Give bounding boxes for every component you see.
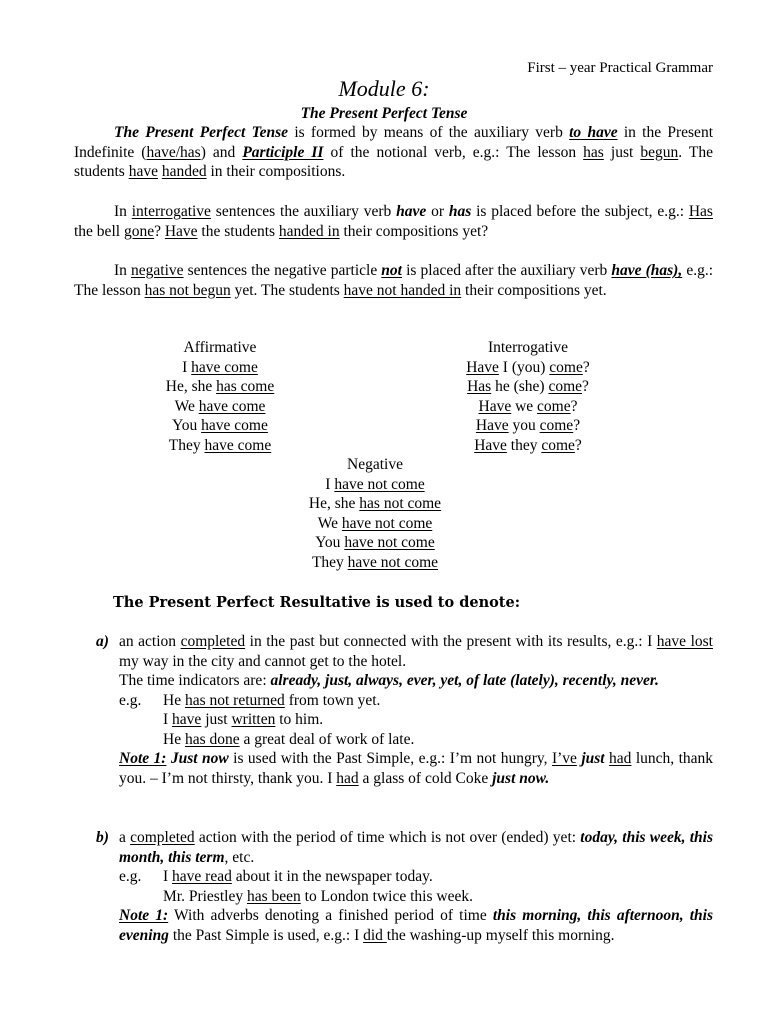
interrogative-row: Have I (you) come? (466, 358, 590, 376)
section-heading: The Present Perfect Resultative is used to denote: (113, 594, 521, 611)
interrogative-row: Have they come? (474, 436, 582, 454)
item-a-note: Note 1: Just now is used with the Past Simple, e.g.: I’m not hungry, I’ve just had lunch, thank you. – I’m not thirsty, thank you. I had a glass of cold Coke just now. (119, 750, 714, 787)
item-a-example-3: He has done a great deal of work of late. (163, 730, 415, 748)
negative-row: I have not come (325, 475, 425, 493)
item-a-example-1: e.g. He has not returned from town yet. (119, 691, 381, 709)
affirmative-row: I have come (182, 358, 258, 376)
interrogative-row: Have we come? (478, 397, 578, 415)
lesson-subtitle: The Present Perfect Tense (300, 105, 468, 122)
course-header: First – year Practical Grammar (527, 60, 713, 76)
affirmative-column (100, 338, 340, 456)
module-title: Module 6: (338, 76, 430, 101)
affirmative-row: We have come (174, 397, 266, 415)
affirmative-heading: Affirmative (183, 339, 257, 356)
item-a (119, 632, 713, 788)
item-a-definition: an action completed in the past but connected with the present with its results, e.g.: I have lost my way in the city and cannot get to the hotel. (119, 633, 713, 670)
item-b (119, 828, 713, 945)
negative-heading: Negative (347, 456, 403, 473)
interrogative-column (408, 338, 648, 456)
negative-row: He, she has not come (308, 495, 442, 513)
affirmative-row: He, she has come (165, 378, 275, 396)
item-b-note: Note 1: With adverbs denoting a finished period of time this morning, this afternoon, this evening the Past Simple is used, e.g.: I did the washing-up myself this morning. (119, 907, 713, 944)
item-a-time-indicators: The time indicators are: already, just, always, ever, yet, of late (lately), recently, never. (119, 672, 659, 689)
item-b-definition: a completed action with the period of time which is not over (ended) yet: today, this week, this month, this term, etc. (119, 829, 713, 866)
interrogative-row: Has he (she) come? (467, 378, 589, 396)
interrogative-row: Have you come? (475, 417, 581, 435)
item-a-example-2: I have just written to him. (163, 711, 324, 728)
negative-column (255, 455, 495, 573)
item-b-example-1: e.g. I have read about it in the newspaper today. (119, 868, 433, 885)
affirmative-row: You have come (172, 417, 268, 435)
negative-row: We have not come (317, 514, 433, 532)
affirmative-row: They have come (168, 436, 272, 454)
paragraph-formation: The Present Perfect Tense is formed by means of the auxiliary verb to have in the Present Indefinite (have/has) and Participle II of the notional verb, e.g.: The lesson has just begun. The students have handed in their compositions. (74, 124, 713, 180)
negative-row: You have not come (315, 534, 435, 552)
item-b-letter: b) (96, 829, 109, 846)
paragraph-interrogative: In interrogative sentences the auxiliary verb have or has is placed before the subject, e.g.: Has the bell gone? Have the students handed in their compositions yet? (74, 203, 713, 240)
negative-row: They have not come (311, 553, 439, 571)
interrogative-heading: Interrogative (487, 339, 569, 356)
paragraph-negative: In negative sentences the negative particle not is placed after the auxiliary verb have (has), e.g.: The lesson has not begun yet. The students have not handed in their compositions yet. (74, 262, 713, 299)
item-a-letter: a) (96, 633, 109, 650)
item-b-example-2: Mr. Priestley has been to London twice this week. (163, 887, 473, 905)
